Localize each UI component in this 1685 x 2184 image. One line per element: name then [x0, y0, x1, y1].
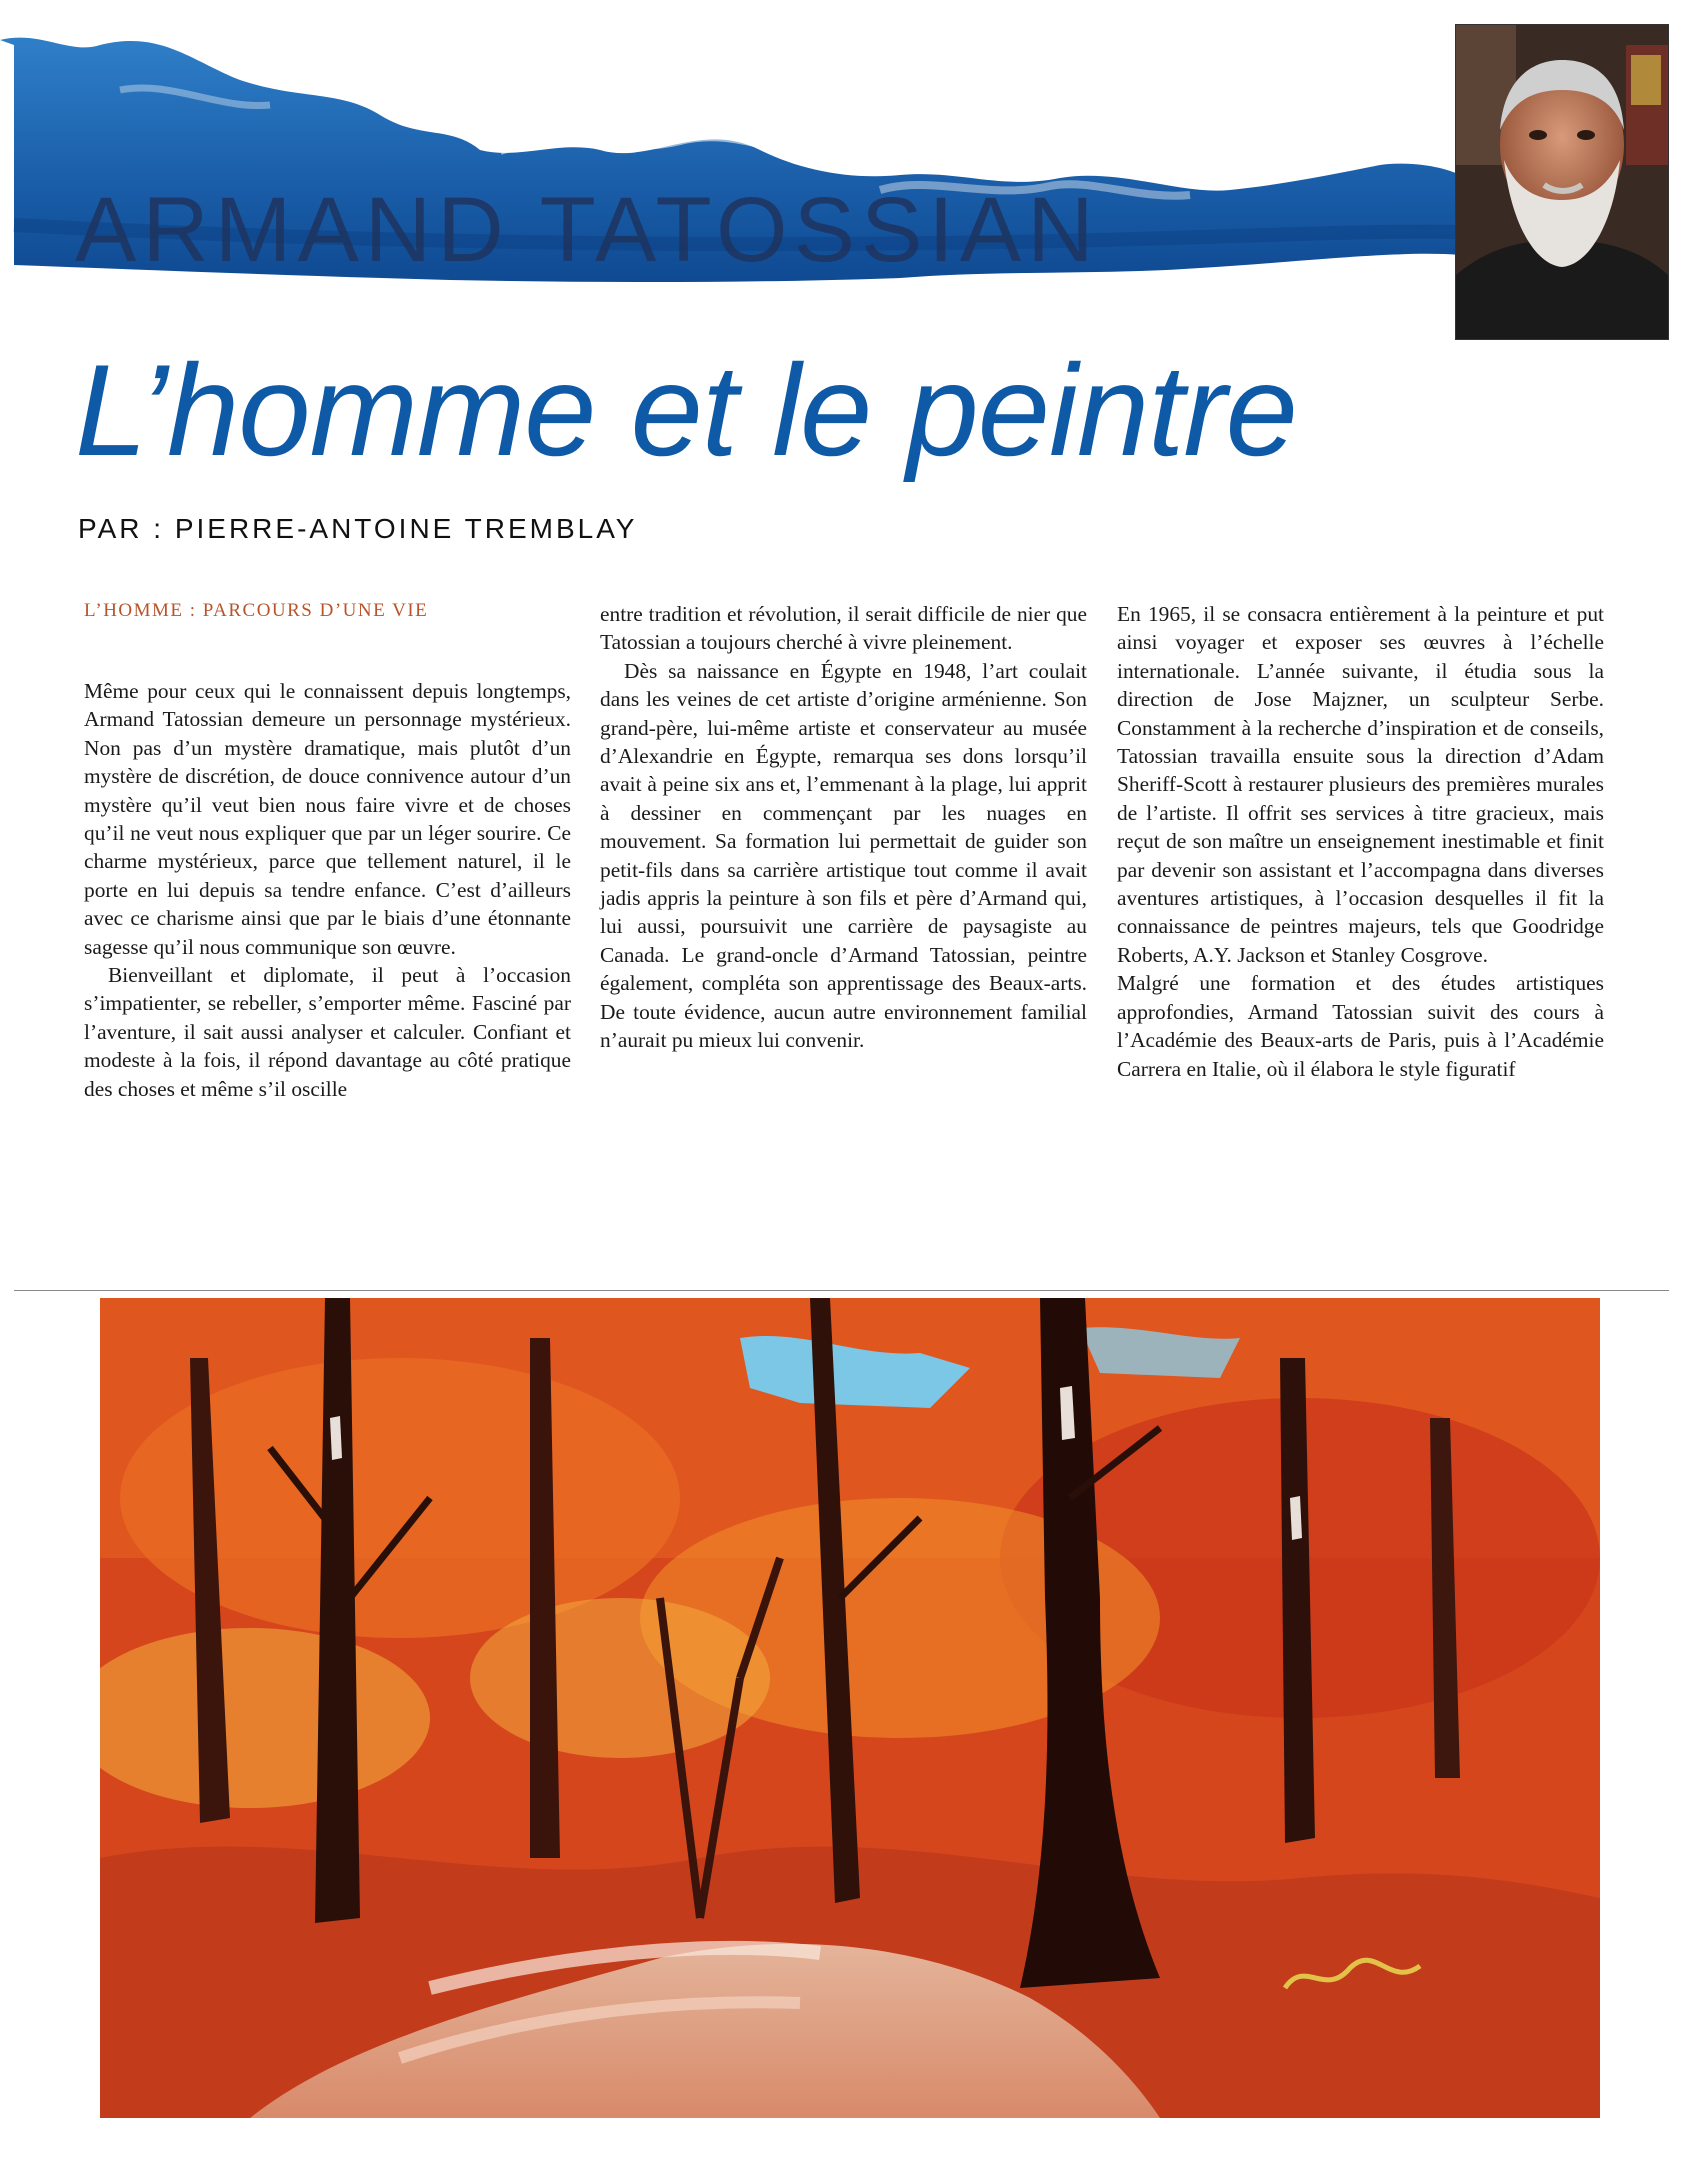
- autumn-forest-painting: [100, 1298, 1600, 2118]
- artist-name-kicker: ARMAND TATOSSIAN: [75, 179, 1100, 281]
- article-body: [0, 600, 1685, 1230]
- paragraph: Bienveillant et diplomate, il peut à l’occasion s’impatienter, se rebeller, s’emporter même. Fasciné par l’aventure, il sait aussi analyser et calculer. Confiant et modeste à la fois, il répond davantage au côté pratique des choses et même s’il oscille: [84, 963, 571, 1101]
- text-column-1: [84, 600, 571, 1103]
- artist-portrait-photo: [1455, 24, 1669, 340]
- text-column-2: [600, 600, 1087, 1055]
- paragraph: entre tradition et révolution, il serait difficile de nier que Tatossian a toujours cherché à vivre pleinement.: [600, 602, 1087, 655]
- divider-rule: [14, 1290, 1669, 1291]
- paragraph: Dès sa naissance en Égypte en 1948, l’art coulait dans les veines de cet artiste d’origine arménienne. Son grand-père, lui-même artiste et conservateur au musée d’Alexandrie en Égypte, remarqua ses dons lorsqu’il avait à peine six ans et, l’emmenant à la plage, lui apprit à dessiner en commençant par les nuages en mouvement. Sa formation lui permettait de guider son petit-fils dans sa carrière artistique tout comme il avait jadis appris la peinture à son fils et père d’Armand qui, lui aussi, poursuivit une carrière de paysagiste au Canada. Le grand-oncle d’Armand Tatossian, peintre également, compléta son apprentissage des Beaux-arts. De toute évidence, aucun autre environnement familial n’aurait pu mieux lui convenir.: [600, 658, 1087, 1053]
- paragraph: Malgré une formation et des études artistiques approfondies, Armand Tatossian suivit des cours à l’Académie des Beaux-arts de Paris, puis à l’Académie Carrera en Italie, où il élabora le style figuratif: [1117, 971, 1604, 1081]
- paragraph: Même pour ceux qui le connaissent depuis longtemps, Armand Tatossian demeure un personnage mystérieux. Non pas d’un mystère dramatique, mais plutôt d’un mystère de discrétion, de douce connivence autour d’un mystère qu’il veut bien nous faire vivre et de choses qu’il ne veut nous expliquer que par un léger sourire. Ce charme mystérieux, parce que tellement naturel, il le porte en lui depuis sa tendre enfance. C’est d’ailleurs avec ce charisme ainsi que par le biais d’une étonnante sagesse qu’il nous communique son œuvre.: [84, 679, 571, 959]
- paragraph: En 1965, il se consacra entièrement à la peinture et put ainsi voyager et exposer ses œuvres à l’échelle internationale. L’année suivante, il étudia sous la direction de Jose Majzner, un sculpteur Serbe. Constamment à la recherche d’inspiration et de conseils, Tatossian travailla ensuite sous la direction d’Adam Sheriff-Scott à restaurer plusieurs des premières murales de l’artiste. Il offrit ses services à titre gracieux, mais reçut de son maître un enseignement inestimable et finit par devenir son assistant et l’accompagna dans diverses aventures artistiques, à l’occasion desquelles il fit la connaissance de peintres majeurs, tels que Goodridge Roberts, A.Y. Jackson et Stanley Cosgrove.: [1117, 602, 1604, 967]
- article-title: L’homme et le peintre: [75, 337, 1297, 483]
- section-heading: L’HOMME : PARCOURS D’UNE VIE: [84, 600, 429, 621]
- text-column-3: [1117, 600, 1604, 1083]
- author-byline: PAR : PIERRE-ANTOINE TREMBLAY: [78, 513, 638, 544]
